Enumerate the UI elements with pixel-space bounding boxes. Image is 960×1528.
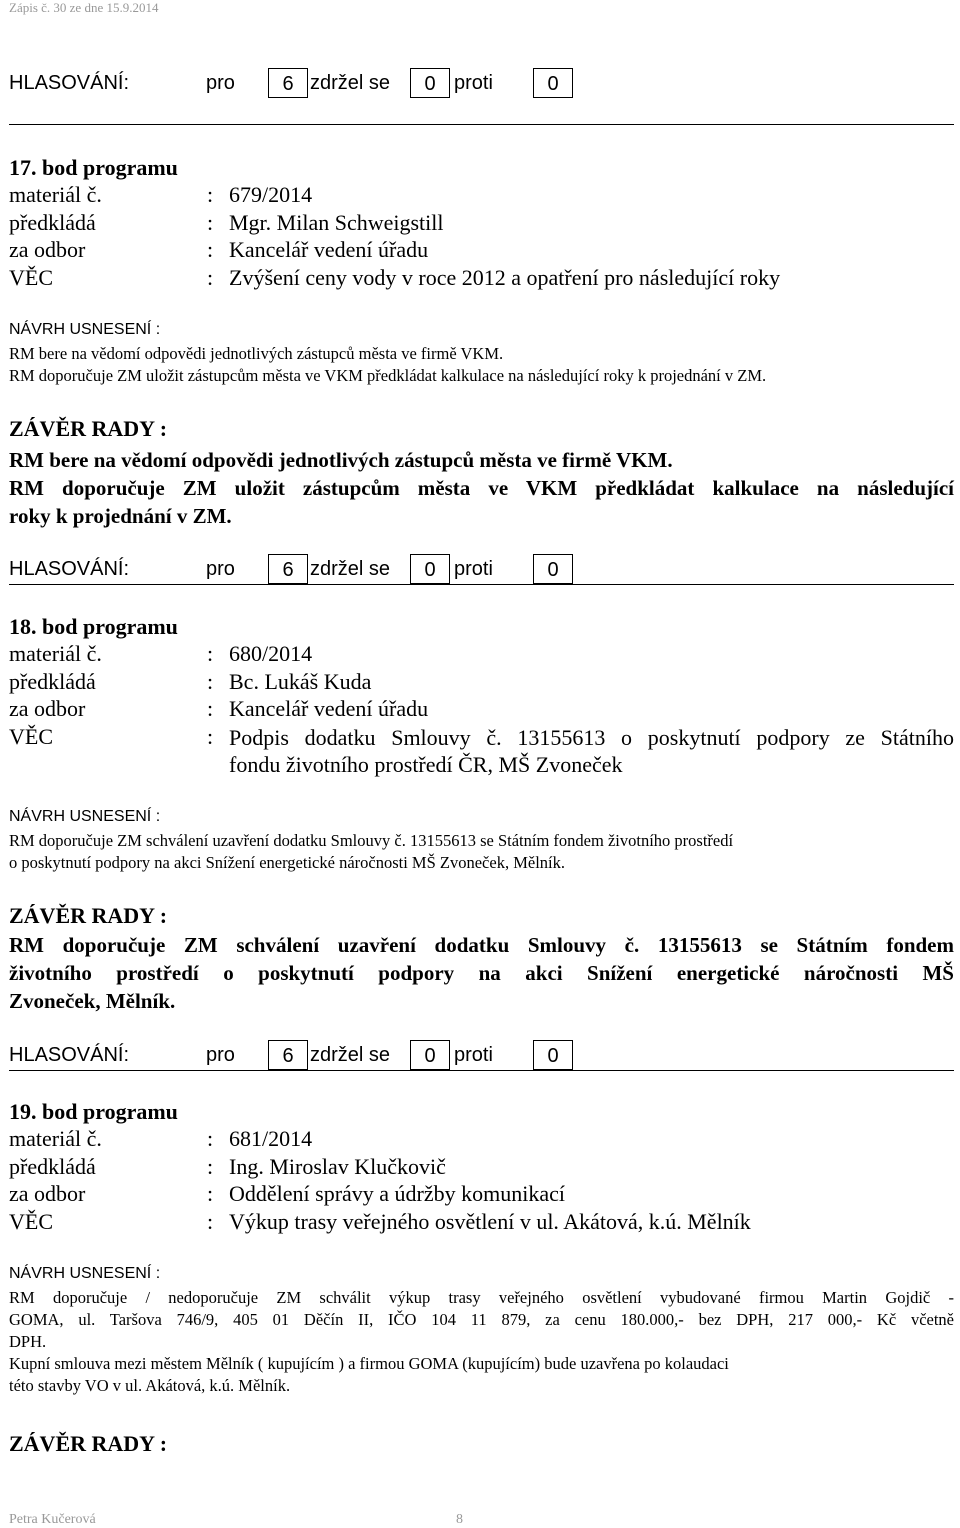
colon: : <box>207 1126 214 1151</box>
conclusion-heading: ZÁVĚR RADY : <box>9 1431 168 1456</box>
against-count: 0 <box>533 1040 573 1070</box>
against-label: proti <box>454 558 493 580</box>
item-title: 18. bod programu <box>9 614 178 639</box>
department-label: za odbor <box>9 696 86 721</box>
conclusion-line: RM bere na vědomí odpovědi jednotlivých zástupců města ve firmě VKM. <box>9 448 673 472</box>
material-label: materiál č. <box>9 1126 102 1151</box>
colon: : <box>207 641 214 666</box>
against-label: proti <box>454 72 493 94</box>
separator-line <box>9 124 954 125</box>
page-header: Zápis č. 30 ze dne 15.9.2014 <box>9 0 159 15</box>
conclusion-line: životního prostředí o poskytnutí podpory na akci Snížení energetické náročnosti MŠ <box>9 961 954 985</box>
proposal-line: RM doporučuje ZM schválení uzavření dodatku Smlouvy č. 13155613 se Státním fondem životního prostředí <box>9 831 734 850</box>
department-value: Kancelář vedení úřadu <box>229 696 429 721</box>
colon: : <box>207 1154 214 1179</box>
proposal-text <box>9 343 954 387</box>
colon: : <box>207 182 214 207</box>
submitter-label: předkládá <box>9 1154 96 1179</box>
proposal-heading: NÁVRH USNESENÍ : <box>9 808 161 825</box>
voting-label: HLASOVÁNÍ: <box>9 1044 130 1066</box>
proposal-line: RM doporučuje / nedoporučuje ZM schválit výkup trasy veřejného osvětlení vybudované firmou Martin Gojdič - <box>9 1288 954 1307</box>
department-label: za odbor <box>9 237 86 262</box>
colon: : <box>207 696 214 721</box>
material-value: 680/2014 <box>229 641 313 666</box>
proposal-line: této stavby VO v ul. Akátová, k.ú. Mělník. <box>9 1376 291 1395</box>
proposal-line: RM doporučuje ZM uložit zástupcům města ve VKM předkládat kalkulace na následující roky k projednání v ZM. <box>9 366 767 385</box>
pro-count: 6 <box>268 1040 308 1070</box>
voting-row <box>9 554 609 586</box>
item-title: 19. bod programu <box>9 1099 178 1124</box>
colon: : <box>207 1209 214 1234</box>
abstain-label: zdržel se <box>310 558 391 580</box>
abstain-count: 0 <box>410 554 450 584</box>
conclusion-heading: ZÁVĚR RADY : <box>9 903 168 928</box>
colon: : <box>207 1181 214 1206</box>
colon: : <box>207 669 214 694</box>
proposal-line: o poskytnutí podpory na akci Snížení energetické náročnosti MŠ Zvoneček, Mělník. <box>9 853 565 872</box>
conclusion-text <box>9 446 954 530</box>
submitter-label: předkládá <box>9 669 96 694</box>
conclusion-line: RM doporučuje ZM schválení uzavření dodatku Smlouvy č. 13155613 se Státním fondem <box>9 933 954 957</box>
pro-label: pro <box>206 72 235 94</box>
against-label: proti <box>454 1044 493 1066</box>
proposal-text <box>9 830 954 874</box>
submitter-value: Mgr. Milan Schweigstill <box>229 210 444 235</box>
colon: : <box>207 210 214 235</box>
abstain-label: zdržel se <box>310 1044 391 1066</box>
subject-label: VĚC <box>9 265 53 290</box>
voting-label: HLASOVÁNÍ: <box>9 558 130 580</box>
conclusion-text <box>9 931 954 1015</box>
pro-count: 6 <box>268 554 308 584</box>
separator-line <box>9 584 954 585</box>
colon: : <box>207 724 214 749</box>
proposal-heading: NÁVRH USNESENÍ : <box>9 321 161 338</box>
proposal-text <box>9 1287 954 1397</box>
conclusion-line: RM doporučuje ZM uložit zástupcům města ve VKM předkládat kalkulace na následující <box>9 476 954 500</box>
subject-value: Výkup trasy veřejného osvětlení v ul. Akátová, k.ú. Mělník <box>229 1209 751 1234</box>
subject-label: VĚC <box>9 724 53 749</box>
conclusion-line: Zvoneček, Mělník. <box>9 989 176 1013</box>
proposal-line: GOMA, ul. Taršova 746/9, 405 01 Děčín II, IČO 104 11 879, za cenu 180.000,- bez DPH, 217 000,- Kč včetně <box>9 1310 954 1329</box>
submitter-value: Bc. Lukáš Kuda <box>229 669 372 694</box>
item-title: 17. bod programu <box>9 155 178 180</box>
voting-label: HLASOVÁNÍ: <box>9 72 130 94</box>
conclusion-heading: ZÁVĚR RADY : <box>9 416 168 441</box>
material-label: materiál č. <box>9 641 102 666</box>
submitter-value: Ing. Miroslav Klučkovič <box>229 1154 446 1179</box>
conclusion-line: roky k projednání v ZM. <box>9 504 232 528</box>
material-label: materiál č. <box>9 182 102 207</box>
department-value: Oddělení správy a údržby komunikací <box>229 1181 566 1206</box>
department-label: za odbor <box>9 1181 86 1206</box>
voting-row <box>9 1040 609 1072</box>
proposal-line: DPH. <box>9 1332 47 1351</box>
submitter-label: předkládá <box>9 210 96 235</box>
subject-value: Zvýšení ceny vody v roce 2012 a opatření pro následující roky <box>229 265 781 290</box>
pro-label: pro <box>206 1044 235 1066</box>
department-value: Kancelář vedení úřadu <box>229 237 429 262</box>
voting-row <box>9 68 609 100</box>
subject-line: Podpis dodatku Smlouvy č. 13155613 o poskytnutí podpory ze Státního <box>229 725 954 750</box>
abstain-count: 0 <box>410 68 450 98</box>
abstain-label: zdržel se <box>310 72 391 94</box>
page-number: 8 <box>456 1512 463 1527</box>
against-count: 0 <box>533 68 573 98</box>
proposal-heading: NÁVRH USNESENÍ : <box>9 1265 161 1282</box>
colon: : <box>207 237 214 262</box>
pro-count: 6 <box>268 68 308 98</box>
material-value: 681/2014 <box>229 1126 313 1151</box>
proposal-line: RM bere na vědomí odpovědi jednotlivých zástupců města ve firmě VKM. <box>9 344 504 363</box>
pro-label: pro <box>206 558 235 580</box>
colon: : <box>207 265 214 290</box>
subject-line: fondu životního prostředí ČR, MŠ Zvoneček <box>229 752 623 777</box>
proposal-line: Kupní smlouva mezi městem Mělník ( kupujícím ) a firmou GOMA (kupujícím) bude uzavřena po kolaudaci <box>9 1354 729 1373</box>
separator-line <box>9 1070 954 1071</box>
against-count: 0 <box>533 554 573 584</box>
footer-author: Petra Kučerová <box>9 1512 96 1527</box>
abstain-count: 0 <box>410 1040 450 1070</box>
subject-value <box>229 724 954 778</box>
subject-label: VĚC <box>9 1209 53 1234</box>
material-value: 679/2014 <box>229 182 313 207</box>
